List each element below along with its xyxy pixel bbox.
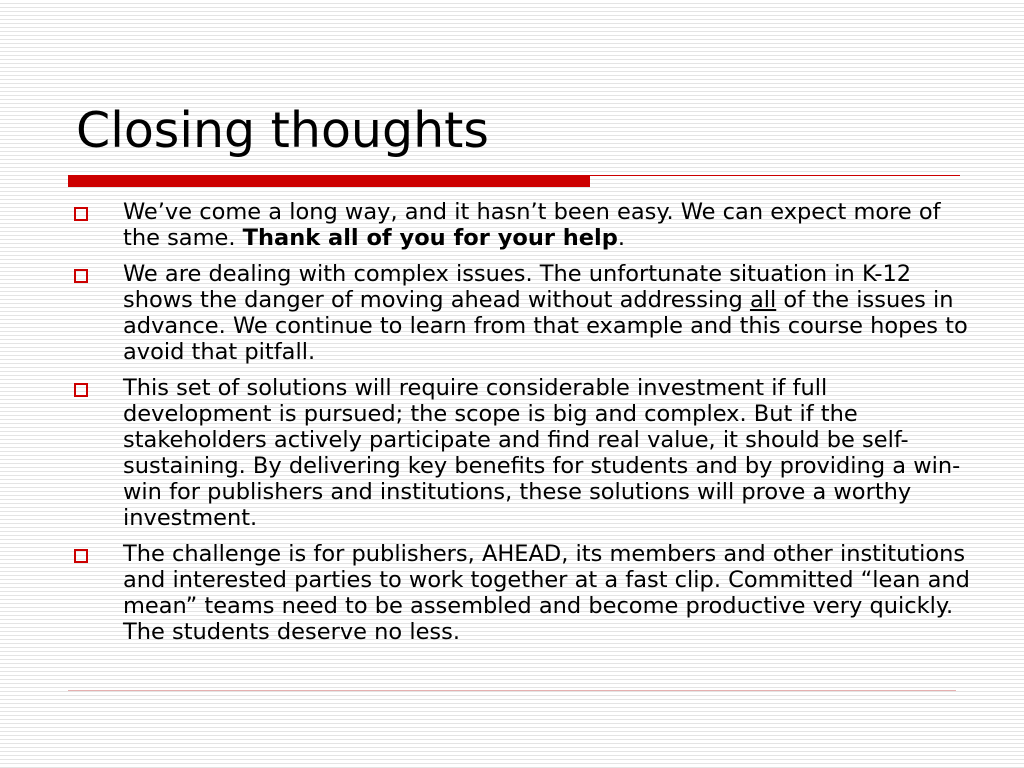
hollow-square-bullet-icon: [74, 207, 88, 221]
bullet-1-bold-text: Thank all of you for your help: [242, 225, 618, 251]
bullet-item-2: [72, 261, 982, 365]
bullet-text-4: The challenge is for publishers, AHEAD, its members and other institutions and interested parties to work together at a fast clip. Committed “lean and mean” teams need to be assembled and become productive very quickly. The students deserve no less.: [123, 541, 970, 645]
bullet-1-text-end: .: [617, 225, 626, 251]
title-underline-red-bar: [68, 175, 590, 187]
footer-divider: [68, 690, 956, 691]
bullet-text-2: [123, 261, 968, 365]
bullet-item-3: [72, 375, 982, 531]
slide-title: Closing thoughts: [76, 102, 489, 159]
hollow-square-bullet-icon: [74, 269, 88, 283]
hollow-square-bullet-icon: [74, 549, 88, 563]
bullet-text-1: [123, 199, 941, 251]
bullet-item-1: [72, 199, 982, 251]
bullet-2-underlined-text: all: [749, 287, 777, 313]
bullet-text-3: This set of solutions will require considerable investment if full development is pursued; the scope is big and complex. But if the stakeholders actively participate and find real value, it should be self-sustaining. By delivering key benefits for students and by providing a win-win for publishers and institutions, these solutions will prove a worthy investment.: [123, 375, 961, 531]
title-underline-thin-line: [590, 175, 960, 176]
bullet-2-text-end: of the issues in advance. We continue to learn from that example and this course hopes to avoid that pitfall.: [123, 287, 968, 365]
bullet-list: [72, 199, 982, 655]
title-underline-rule: [68, 175, 960, 187]
bullet-item-4: [72, 541, 982, 645]
bullet-1-text-start: We’ve come a long way, and it hasn’t been easy. We can expect more of the same.: [123, 199, 941, 251]
hollow-square-bullet-icon: [74, 383, 88, 397]
bullet-2-text-start: We are dealing with complex issues. The unfortunate situation in K-12 shows the danger of moving ahead without addressing: [123, 261, 912, 313]
